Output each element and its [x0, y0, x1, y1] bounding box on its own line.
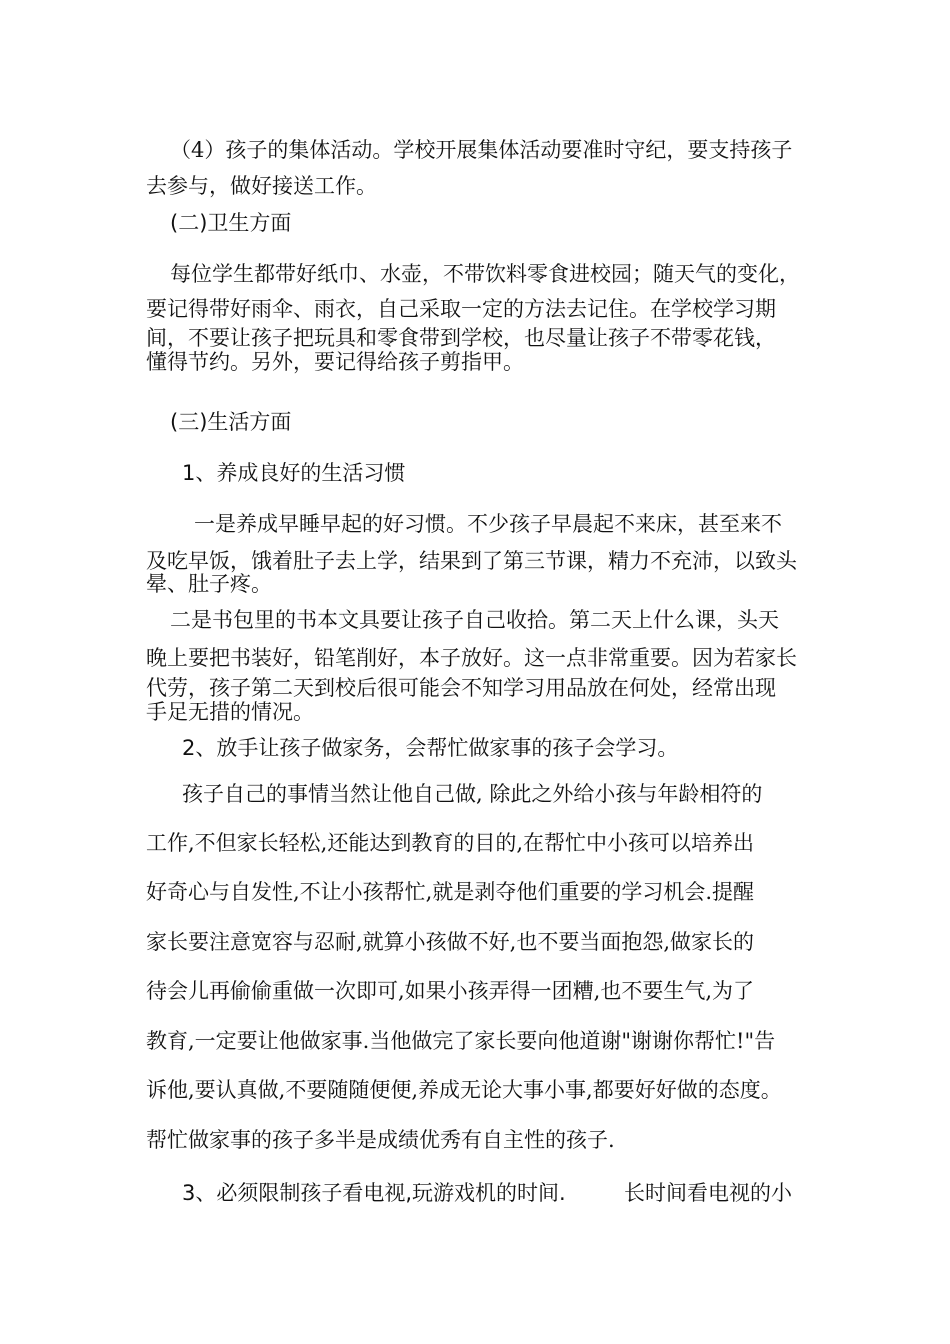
paragraph-line: 诉他,要认真做,不要随随便便,养成无论大事小事,都要好好做的态度。	[146, 1078, 782, 1102]
paragraph-line: 一是养成早睡早起的好习惯。不少孩子早晨起不来床，甚至来不	[194, 512, 782, 536]
paragraph-line: 长时间看电视的小	[624, 1181, 792, 1205]
paragraph-line: 要记得带好雨伞、雨衣，自己采取一定的方法去记住。在学校学习期	[146, 297, 776, 321]
subsection-heading: 2、放手让孩子做家务，会帮忙做家事的孩子会学习。	[182, 736, 679, 760]
paragraph-line: 手足无措的情况。	[146, 700, 314, 724]
section-heading: (二)卫生方面	[170, 211, 292, 235]
paragraph-line: 家长要注意宽容与忍耐,就算小孩做不好,也不要当面抱怨,做家长的	[146, 930, 755, 954]
paragraph-line: 二是书包里的书本文具要让孩子自己收拾。第二天上什么课，头天	[170, 608, 779, 632]
paragraph-line: 每位学生都带好纸巾、水壶，不带饮料零食进校园；随天气的变化，	[170, 262, 800, 286]
paragraph-line: 及吃早饭，饿着肚子去上学，结果到了第三节课，精力不充沛，以致头	[146, 549, 797, 573]
paragraph-line: 孩子自己的事情当然让他自己做, 除此之外给小孩与年龄相符的	[182, 782, 763, 806]
paragraph-line: 教育,一定要让他做家事.当他做完了家长要向他道谢"谢谢你帮忙!"告	[146, 1029, 776, 1053]
paragraph-line: 去参与，做好接送工作。	[146, 174, 377, 198]
paragraph-line: 懂得节约。另外，要记得给孩子剪指甲。	[146, 350, 524, 374]
paragraph-line: 待会儿再偷偷重做一次即可,如果小孩弄得一团糟,也不要生气,为了	[146, 979, 755, 1003]
section-heading: (三)生活方面	[170, 410, 292, 434]
paragraph-line: 代劳，孩子第二天到校后很可能会不知学习用品放在何处，经常出现	[146, 676, 776, 700]
paragraph-line: 工作,不但家长轻松,还能达到教育的目的,在帮忙中小孩可以培养出	[146, 831, 755, 855]
paragraph-line: （4）孩子的集体活动。学校开展集体活动要准时守纪，要支持孩子	[170, 138, 793, 162]
paragraph-line: 帮忙做家事的孩子多半是成绩优秀有自主性的孩子.	[146, 1128, 615, 1152]
subsection-heading: 1、养成良好的生活习惯	[182, 461, 406, 485]
paragraph-line: 间，不要让孩子把玩具和零食带到学校，也尽量让孩子不带零花钱，	[146, 326, 776, 350]
paragraph-line: 好奇心与自发性,不让小孩帮忙,就是剥夺他们重要的学习机会.提醒	[146, 880, 755, 904]
paragraph-line: 晕、肚子疼。	[146, 572, 272, 596]
subsection-heading: 3、必须限制孩子看电视,玩游戏机的时间.	[182, 1181, 566, 1205]
paragraph-line: 晚上要把书装好，铅笔削好，本子放好。这一点非常重要。因为若家长	[146, 646, 797, 670]
